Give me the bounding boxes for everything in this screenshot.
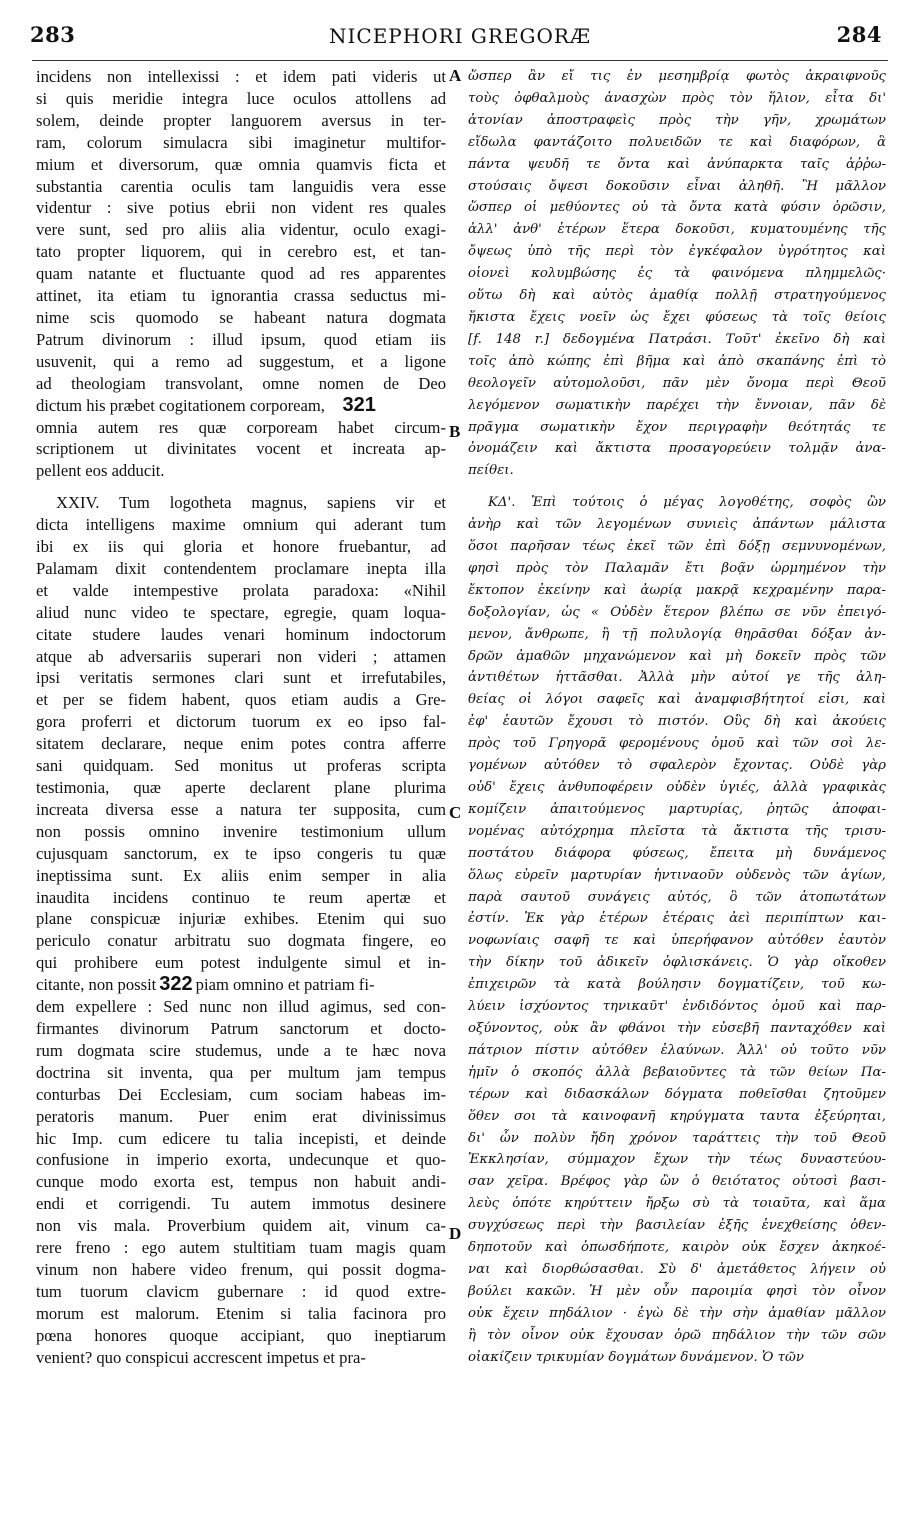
greek-line: νομένας αὐτόχρημα πλεῖστα τὰ ἄκτιστα τῆς τρισυ- <box>468 823 886 839</box>
latin-line: non vis mala. Proverbium quidem ait, vinum ca- <box>36 1216 446 1236</box>
latin-line: doctrina sit inventa, qua per multum jam tempus <box>36 1062 446 1082</box>
greek-line: οἱονεὶ κολυμβώσης ἐς τὰ φαινόμενα πλημμελῶς· <box>468 266 886 282</box>
latin-line: tum tuorum clavicm gubernare : id quod extre- <box>36 1281 446 1301</box>
latin-line: pœna honores quoque accipiant, quo ineptiarum <box>36 1325 446 1345</box>
greek-line: ὥσπερ οἱ μεθύοντες οὐ τὰ ὄντα κατὰ φύσιν ὁρῶσιν, <box>468 200 886 216</box>
greek-line: ὀνομάζειν καὶ ἄκτιστα προσαγορεύειν τολμᾷν ἀνα- <box>468 441 886 457</box>
greek-line: κομίζειν ἀπαιτούμενος μαρτυρίας, ῥητῶς ἀποφαι- <box>468 801 886 817</box>
latin-line: non possis omnino invenire testimonium ullum <box>36 821 446 841</box>
greek-line: οὐδ' ἔχεις ἀνθυποφέρειν οὐδὲν ὑγιές, ἀλλὰ γραφικὰς <box>468 780 886 795</box>
latin-line: cujusquam sanctorum, ex te ipso congeris tu quæ <box>36 843 446 863</box>
greek-line: ἐπιχειρῶν τὰ κατὰ βούλησιν δογματίζειν, τοῦ κω- <box>468 977 886 993</box>
latin-line: tato propter liquorem, qui in cerebro est, et tan- <box>36 242 446 262</box>
latin-line: qui prohibere eum potest indulgente simul et in- <box>36 953 446 973</box>
latin-line: increata diversa esse a natura ter supposita, cum <box>36 799 446 819</box>
latin-line: Palamam dixit contendentem proclamare inepta illa <box>36 558 446 578</box>
greek-line: λεγόμενον σωματικὴν παρέχει τὴν ἔννοιαν, πᾶν δὲ <box>468 397 886 413</box>
latin-line: ad theologiam transvolant, omne nomen de Deo <box>36 373 446 393</box>
greek-line: Ἐκκλησίαν, σύμμαχον ἔχων τὴν τέως δυναστεύου- <box>468 1152 886 1168</box>
latin-line: attinet, ita etiam tu ignorantia crassa seductus mi- <box>36 286 446 306</box>
greek-line: πείθει. <box>468 463 514 479</box>
greek-line: φησὶ πρὸς τὸν Παλαμᾶν ἔτι βοᾷν ὡρμημένον τὴν <box>468 560 886 576</box>
latin-line: omnia autem res quæ corpoream habet circum- <box>36 417 446 437</box>
latin-line: citante, non possit 322 piam omnino et patriam fi- <box>36 973 375 996</box>
latin-line: Patrum divinorum : illud ipsum, quod etiam iis <box>36 329 446 349</box>
greek-line: ὄψεως ὑπὸ τῆς περὶ τὸν ἐγκέφαλον ὑγρότητος καὶ <box>468 244 886 260</box>
greek-line: συγχύσεως περὶ τὴν βασιλείαν ἐξῆς ἐνεχθείσης ὁθεν- <box>468 1218 886 1234</box>
latin-line: ineptissima sunt. Ex aliis enim semper in alia <box>36 865 446 885</box>
latin-line: dicta intelligens maxime omnium qui aderant tum <box>36 515 446 535</box>
greek-line: δι' ὧν πολὺν ἤδη χρόνον ταράττεις τὴν τοῦ Θεοῦ <box>468 1130 886 1146</box>
greek-line: ἀλλ' ἀνθ' ἑτέρων ἕτερα δοκοῦσι, κυματουμένης τῆς <box>468 222 886 238</box>
greek-line: [f. 148 r.] δεδογμένα Πατράσι. Τοῦτ' ἐκεῖνο δὴ καὶ <box>468 331 886 347</box>
latin-line: incidens non intellexissi : et idem pati videris ut <box>36 67 446 86</box>
margin-letter-a: A <box>449 66 462 85</box>
greek-line: ναι καὶ διορθώσασθαι. Σὺ δ' ἀμετάθετος λήγειν οὐ <box>468 1261 886 1277</box>
latin-line: inaudita incidens continuo te reum apertæ et <box>36 887 446 907</box>
greek-line: τοῖς ἀπὸ κώπης ἐπὶ βῆμα καὶ ἀπὸ σκαπάνης ἐπὶ τὸ <box>468 353 886 369</box>
running-title: NICEPHORI GREGORÆ <box>329 24 591 48</box>
greek-line: δοξολογίαν, ὡς « Οὐδὲν ἕτερον βλέπω σε νῦν ἐπειγό- <box>468 604 886 620</box>
greek-line: ἀνὴρ καὶ τῶν λεγομένων συνιεὶς ἁπάντων μάλιστα <box>468 517 886 533</box>
greek-line: βούλει κακῶν. Ἡ μὲν οὖν παροιμία φησὶ τὸν οἶνον <box>468 1283 886 1299</box>
greek-line: πάντα ψευδῆ τε ὄντα καὶ ἀνύπαρκτα ταῖς ἀῤῥω- <box>468 156 886 172</box>
latin-line: XXIV. Tum logotheta magnus, sapiens vir et <box>56 493 446 513</box>
latin-line: vinum non habere video frenum, qui possit dogma- <box>36 1259 446 1279</box>
greek-line: οὕτω δὴ καὶ αὐτὸς ἀμαθίᾳ πολλῇ στρατηγούμενος <box>468 288 886 304</box>
greek-line: ἐστίν. Ἐκ γὰρ ἑτέρων ἑτέραις ἀεὶ περιπίπτων και- <box>468 911 886 927</box>
latin-line: aliud nunc video te spectare, egregie, quam loqua- <box>36 602 446 622</box>
column-number-321: 321 <box>336 393 376 416</box>
latin-line: rum dogmata scire studemus, unde a te hæc nova <box>36 1040 446 1060</box>
header-rule <box>32 60 888 61</box>
latin-line: ipsi veritatis sermones clari sunt et irrefutabiles, <box>36 668 446 688</box>
greek-line: στούσαις ὄψεσι δοκοῦσιν εἶναι ἀληθῆ. Ἢ μᾶλλον <box>468 178 886 194</box>
column-number-322: 322 <box>159 973 193 996</box>
latin-line: testimonia, quæ aperte declarent plane plurima <box>36 778 446 797</box>
latin-line: et valde intempestive prolata paradoxa: «Nihil <box>36 580 446 600</box>
latin-line: si quis meridie integra luce oculos attollens ad <box>36 88 446 108</box>
latin-line: peratoris manum. Puer enim erat divinissimus <box>36 1106 446 1126</box>
greek-line: παρὰ σαυτοῦ συνάγεις αὐτός, ὃ τῶν ἀτοπωτάτων <box>468 889 886 905</box>
latin-line: scriptionem ut divinitates vocent et increata ap- <box>36 439 446 459</box>
greek-line: νοφωνίαις σαφῆ τε καὶ ὑπερήφανον αὐτόθεν ἑαυτὸν <box>468 933 886 949</box>
latin-line: sitatem declarare, neque enim potes contra afferre <box>36 734 446 754</box>
latin-line: conturbas Dei Ecclesiam, cum sociam habeas im- <box>36 1084 446 1104</box>
greek-line: δρῶν ἀμαθῶν μηχανώμενον καὶ μὴ δοκεῖν πρὸς τῶν <box>468 648 886 664</box>
greek-line: οξύνοντος, οὐκ ἂν φθάνοι τὴν εὐσεβῆ πανταχόθεν καὶ <box>468 1020 886 1036</box>
greek-line: ἥκιστα ἔχεις νοεῖν ὡς ἔχει φύσεως τὰ τοῖς θείοις <box>468 309 886 325</box>
greek-line: ΚΔ'. Ἐπὶ τούτοις ὁ μέγας λογοθέτης, σοφὸς ὢν <box>488 495 886 511</box>
greek-line: τὴν δίκην τοῦ ἀδικεῖν ὀφλισκάνεις. Ὁ γὰρ οἴκοθεν <box>468 955 886 971</box>
latin-line: citate studere laudes venari hominum indoctorum <box>36 624 446 644</box>
latin-line: cunque modo exorta est, tempus non habuit andi- <box>36 1172 446 1192</box>
greek-line: θείας οἱ λόγοι σαφεῖς καὶ ἀναμφισβήτητοί εἰσι, καὶ <box>468 692 886 708</box>
margin-letter-b: B <box>449 422 461 441</box>
latin-line: dem expellere : Sed nunc non illud agimus, sed con- <box>36 997 446 1017</box>
greek-line: ποστάτου διάφορα φύσεως, ἔπειτα μὴ δυνάμενος <box>468 845 886 861</box>
latin-line: venient? quo conspicui accrescent impetus et pra- <box>36 1347 366 1367</box>
greek-line: ἡμῖν ὁ σκοπός ἀλλὰ βεβαιοῦντες τὰ τῶν θείων Πα- <box>468 1064 886 1080</box>
greek-line: πρᾶγμα σωματικὴν ἔχον περιγραφὴν θεότητάς τε <box>468 419 886 435</box>
greek-line: ὥσπερ ἂν εἴ τις ἐν μεσημβρίᾳ φωτὸς ἀκραιφνοῦς <box>468 69 886 84</box>
greek-line: ἐφ' ἑαυτῶν ἔχουσι τὸ πιστόν. Οὓς δὴ καὶ ἀκούεις <box>468 714 886 730</box>
greek-line: εἴδωλα φαντάζοιτο πολυειδῶν τε καὶ διαφόρων, ἃ <box>468 134 886 150</box>
greek-line: πάτριον πίστιν αὐτόθεν ἐλαύνων. Ἀλλ' οὐ τοῦτο νῦν <box>468 1042 886 1058</box>
latin-line: endi et corrigendi. Tu autem immotus desinere <box>36 1194 446 1214</box>
latin-line: usuvenit, qui a remo ad suggestum, et a ligone <box>36 351 446 371</box>
latin-line: videntur : sive potius ebrii non vident res quales <box>36 198 446 218</box>
greek-line: σαν χεῖρα. Βρέφος γὰρ ὢν ὁ θειότατος οὑτοσὶ βασι- <box>468 1174 886 1190</box>
latin-line: firmantes divinorum Patrum sanctorum et docto- <box>36 1018 446 1038</box>
greek-line: οἰακίζειν τρικυμίαν δογμάτων δυνάμενον. Ὁ τῶν <box>468 1349 804 1365</box>
latin-line: atque ab adversariis superari non videri ; attamen <box>36 646 446 666</box>
greek-line: ὅθεν σοι τὰ καινοφανῆ κηρύγματα ταυτα ἐξεύρηται, <box>468 1108 886 1124</box>
latin-line: periculo conatur arbitratu suo dogmata fingere, eo <box>36 931 446 951</box>
greek-column <box>468 66 886 1536</box>
latin-line: substantia carentia oculis tam languidis vera esse <box>36 176 446 196</box>
latin-line: confusione in imperio exorta, undecunque et quo- <box>36 1150 446 1170</box>
page-header <box>0 22 920 62</box>
greek-line: ὅλως εὑρεῖν μαρτυρίαν ἡντιναοῦν οὐδενὸς τῶν ἁγίων, <box>468 867 886 883</box>
greek-line: πρὸς τοῦ Γρηγορᾶ φερομένους ὁμοῦ καὶ τῶν σοὶ λε- <box>468 736 886 752</box>
latin-line: mium et diversorum, quæ omnia quamvis ficta et <box>36 154 446 174</box>
greek-line: λύειν ἰσχύοντος τηνικαῦτ' ἐνδιδόντος ὁμοῦ καὶ παρ- <box>468 999 886 1015</box>
margin-letter-d: D <box>449 1224 462 1243</box>
latin-column <box>36 66 446 1536</box>
latin-line: morum est malorum. Etenim si talia facinora pro <box>36 1303 446 1323</box>
greek-line: τοὺς ὀφθαλμοὺς ἀνασχὼν πρὸς τὸν ἥλιον, εἶτα δι' <box>468 90 886 106</box>
greek-line: γομένων αὐτόθεν τὸ σφαλερὸν ἔχοντας. Οὐδὲ γὰρ <box>468 758 886 774</box>
greek-line: τέρων καὶ διδασκάλων δόγματα ποθεῖσθαι ζητοῦμεν <box>468 1086 886 1102</box>
greek-line: θεολογεῖν αὐτομολοῦσι, πᾶν μὲν ὄνομα περὶ Θεοῦ <box>468 375 886 391</box>
latin-line: plane conspicuæ injuriæ exhibes. Etenim qui suo <box>36 909 446 929</box>
latin-line: ibi ex iis qui gloria et honore fruebantur, ad <box>36 537 446 557</box>
greek-line: ἀτονίαν ἀποστραφεὶς πρὸς τὴν γῆν, χρωμάτων <box>468 112 886 128</box>
greek-line: οὐκ ἔχειν πηδάλιον · ἐγὼ δὲ τὴν σὴν ἀμαθίαν μᾶλλον <box>468 1305 886 1321</box>
page-number-right: 284 <box>836 22 882 47</box>
greek-line: ἔκτοπον ἐκείνην καὶ ἀωρίᾳ μακρᾷ κεχραμένην παρα- <box>468 582 886 598</box>
greek-line: μενον, ἄνθρωπε, ἢ τῇ πολυλογίᾳ θηρᾶσθαι δόξαν ἀν- <box>468 626 886 642</box>
latin-line: solem, deinde propter languorem aversus in ter- <box>36 110 446 130</box>
latin-line: ram, colorum simulacra sibi imaginetur multifor- <box>36 132 446 152</box>
latin-line: quam natante et fluctuante quod ad res apparentes <box>36 264 446 284</box>
latin-line: nime scis quomodo se habeant natura dogmata <box>36 307 446 327</box>
latin-line: dictum his præbet cogitationem corpoream, 321 <box>36 393 376 416</box>
greek-line: ὅσοι παρῆσαν τέως ἐκεῖ τῶν ἐπὶ δόξῃ σεμνυνομένων, <box>468 539 886 555</box>
page-number-left: 283 <box>30 22 76 47</box>
latin-line: sani quidquam. Sed monitus ut proferas scripta <box>36 756 446 776</box>
latin-line: gora proferri et dictorum tuorum ex eo ipso fal- <box>36 712 446 732</box>
latin-line: vere sunt, sed pro aliis alia videntur, oculo exagi- <box>36 220 446 240</box>
greek-line: λεὺς ὁπότε κηρύττειν ἤρξω σὺ τὰ τοιαῦτα, καὶ ἅμα <box>468 1196 886 1212</box>
latin-line-tail: piam omnino et patriam fi- <box>195 975 375 995</box>
greek-line: δηποτοῦν καὶ ὁπωσδήποτε, καιρὸν οὐκ ἔσχεν ἀκηκοέ- <box>468 1240 886 1256</box>
latin-line: pellent eos adducit. <box>36 461 165 481</box>
latin-line: rere freno : ego autem stultitiam tuam magis quam <box>36 1238 446 1258</box>
latin-line: et per se fidem habent, quos etiam audis a Gre- <box>36 690 446 710</box>
latin-line: hic Imp. cum edicere tu talia incepisti, et deinde <box>36 1128 446 1148</box>
greek-line: ἢ τὸν οἶνον οὐκ ἔχουσαν ὁρῶ πηδάλιον τὴν τῶν σῶν <box>468 1327 886 1343</box>
greek-line: ἀντιθέτων ἡττᾶσθαι. Ἀλλὰ μὴν αὐτοί γε τῆς ἀλη- <box>468 670 886 686</box>
margin-letter-c: C <box>449 803 462 822</box>
